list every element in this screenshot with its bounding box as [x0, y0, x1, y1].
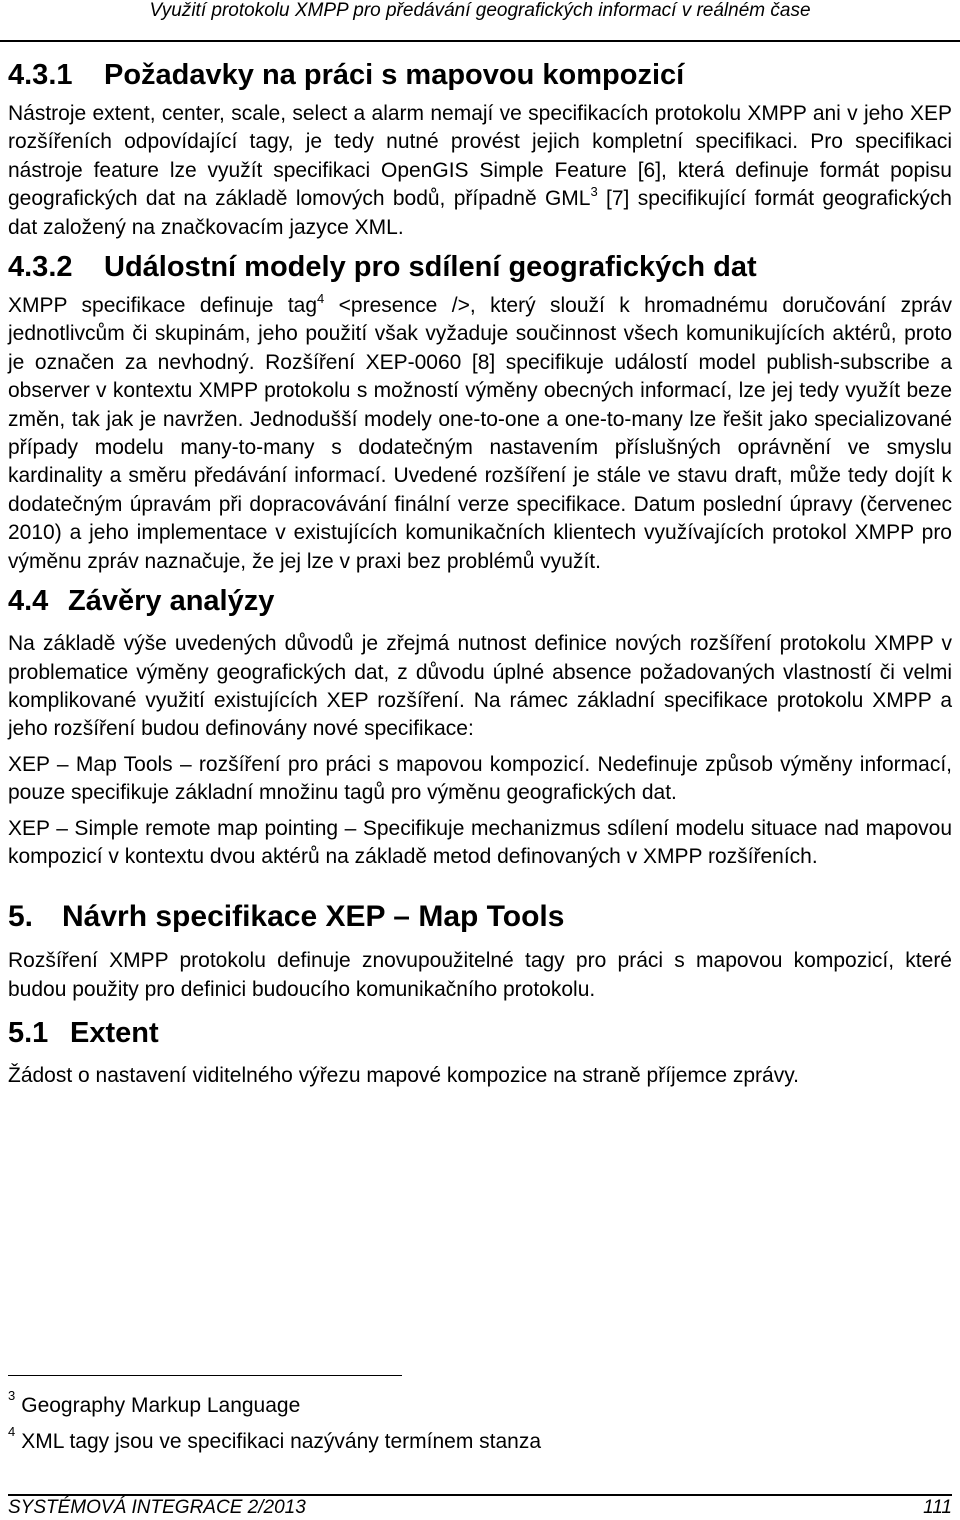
section-number: 4.4 [8, 585, 49, 618]
footnote [8, 1424, 952, 1460]
paragraph: XEP – Map Tools – rozšíření pro práci s mapovou kompozicí. Nedefinuje způsob výměny informací, pouze specifikuje základní množinu tagů pro výměnu geografických dat. [8, 752, 952, 805]
section-number: 5. [8, 900, 34, 934]
journal-name: SYSTÉMOVÁ INTEGRACE 2/2013 [8, 1497, 306, 1518]
section-title: Požadavky na práci s mapovou kompozicí [104, 59, 685, 91]
page-content [8, 58, 952, 1091]
paragraph: Žádost o nastavení viditelného výřezu mapové kompozice na straně příjemce zprávy. [8, 1064, 800, 1088]
section-number: 4.3.1 [8, 59, 73, 91]
footnote [8, 1388, 952, 1424]
section-title: Extent [70, 1017, 159, 1050]
paragraph: XEP – Simple remote map pointing – Specifikuje mechanizmus sdílení modelu situace nad mapovou kompozicí v kontextu dvou aktérů na základě metod definovaných v XMPP rozšířeních. [8, 816, 952, 868]
running-header: Využití protokolu XMPP pro předávání geografických informací v reálném čase [0, 0, 960, 42]
section-heading-4-4 [8, 584, 952, 618]
section-title: Závěry analýzy [68, 585, 275, 618]
section-title: Událostní modely pro sdílení geografických dat [104, 251, 757, 284]
paragraph [8, 100, 952, 242]
paragraph: Na základě výše uvedených důvodů je zřejmá nutnost definice nových rozšíření protokolu XMPP v problematice výměny geografických dat, z důvodu úplné absence požadovaných vlastností či velmi komplikované využití existujících XEP rozšíření. Na rámec základní specifikace protokolu XMPP a jeho rozšíření budou definovány nové specifikace: [8, 632, 952, 741]
page-number: 111 [923, 1497, 952, 1518]
section-title: Návrh specifikace XEP – Map Tools [62, 900, 565, 934]
section-heading-5-1 [8, 1016, 952, 1050]
section-heading-5 [8, 899, 952, 935]
footnote-ref: 4 [317, 291, 325, 307]
section-heading-4-3-1 [8, 58, 952, 92]
section-number: 5.1 [8, 1017, 49, 1050]
footnote-divider [8, 1375, 402, 1376]
section-heading-4-3-2 [8, 250, 952, 284]
footnote-mark: 4 [8, 1424, 16, 1439]
paragraph: Rozšíření XMPP protokolu definuje znovupoužitelné tagy pro práci s mapovou kompozicí, které budou použity pro definici budoucího komunikačního protokolu. [8, 949, 952, 1001]
paragraph-text: XMPP specifikace definuje tag [8, 294, 318, 318]
footnote-text: XML tagy jsou ve specifikaci nazývány termínem stanza [21, 1430, 542, 1453]
footnote-ref: 3 [590, 184, 598, 200]
footnote-text: Geography Markup Language [21, 1394, 301, 1417]
paragraph-text: Nástroje extent, center, scale, select a alarm nemají ve specifikacích protokolu XMPP ani v jeho XEP rozšířeních odpovídající tagy, je tedy nutné provést jejich kompletní specifikaci. Pro specifikaci nástroje feature lze využít specifikaci OpenGIS Simple Feature [6], která definuje formát popisu geografických dat na základě lomových bodů, případně GML [8, 102, 952, 211]
paragraph-text: <presence />, který slouží k hromadnému doručování zpráv jednotlivcům či skupinám, jeho použití však vyžaduje součinnost všech komunikujících aktérů, proto je označen za nevhodný. Rozšíření XEP-0060 [8] specifikuje událostí model publish-subscribe a observer v kontextu XMPP protokolu s možností výměny obecných informací, lze jej tedy využít beze změn, tak jak je navržen. Jednodušší modely one-to-one a one-to-many lze řešit jako specializované případy modelu many-to-many s dodatečným nastavením příslušných oprávnění ve smyslu kardinality a směru předávání informací. Uvedené rozšíření je stále ve stavu draft, může tedy dojít k dodatečným úpravám při dopracovávání finální verze specifikace. Datum poslední úpravy (červenec 2010) a jeho implementace v existujících komunikačních klientech využívajících protokol XMPP pro výměnu zpráv naznačuje, že jej lze v praxi bez problémů využít. [8, 294, 952, 573]
running-footer [8, 1494, 952, 1518]
footnote-mark: 3 [8, 1388, 16, 1403]
paragraph-text: [7] specifikující formát geografických dat založený na značkovacím jazyce XML. [8, 187, 952, 239]
footnotes [8, 1388, 952, 1460]
paragraph [8, 292, 952, 576]
section-number: 4.3.2 [8, 251, 73, 284]
